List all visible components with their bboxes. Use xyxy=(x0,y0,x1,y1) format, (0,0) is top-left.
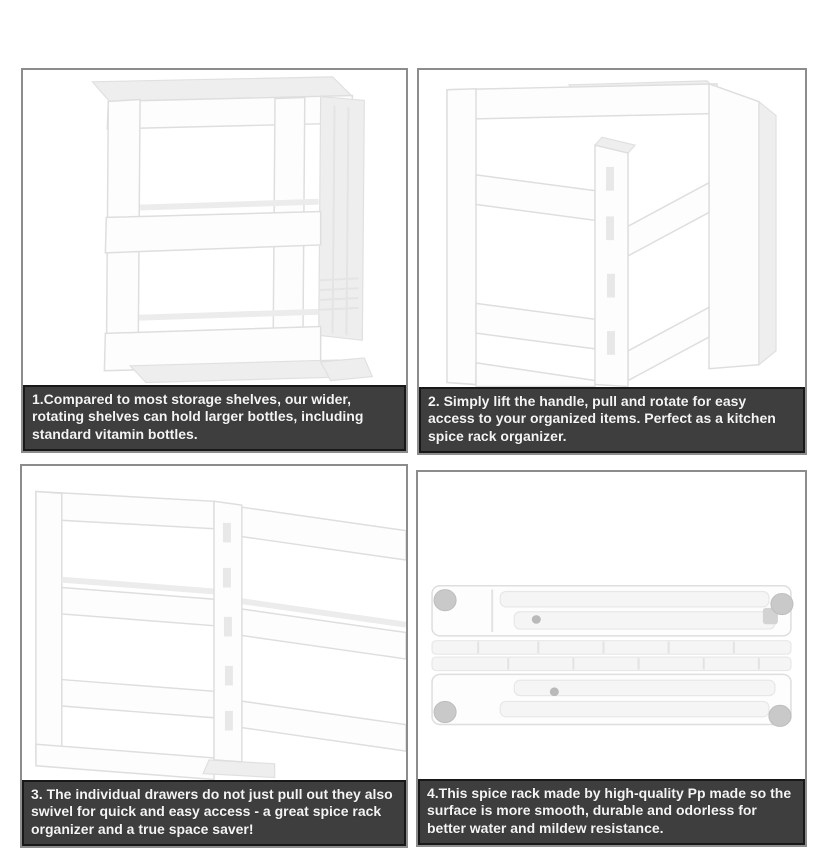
product-photo-drawers-closeup xyxy=(22,466,406,780)
caption-panel-1: 1.Compared to most storage shelves, our wider, rotating shelves can hold larger bottles, including standard vitamin bottles. xyxy=(23,385,406,452)
spice-rack-corner-illustration xyxy=(419,70,805,387)
spice-rack-front-illustration xyxy=(23,70,406,385)
caption-panel-4: 4.This spice rack made by high-quality Pp made so the surface is more smooth, durable and odorless for better water and mildew resistance. xyxy=(418,779,805,846)
product-panel-4 xyxy=(416,470,807,847)
caption-panel-3: 3. The individual drawers do not just pull out they also swivel for quick and easy access - a great spice rack organizer and a true space saver! xyxy=(22,780,406,847)
product-photo-front-view xyxy=(23,70,406,385)
spice-rack-drawers-illustration xyxy=(22,466,406,780)
rack-bottom-shape xyxy=(432,586,793,727)
rack-corner-shape xyxy=(447,81,776,387)
product-panel-2 xyxy=(417,68,807,455)
spice-rack-bottom-illustration xyxy=(418,472,805,779)
product-panel-3 xyxy=(20,464,408,848)
product-photo-corner-open-view xyxy=(419,70,805,387)
caption-panel-2: 2. Simply lift the handle, pull and rotate for easy access to your organized items. Perfect as a kitchen spice rack organizer. xyxy=(419,387,805,454)
product-photo-bottom-view xyxy=(418,472,805,779)
rack-front-shape xyxy=(92,77,372,383)
product-panel-1 xyxy=(21,68,408,453)
rack-drawers-shape xyxy=(36,491,406,779)
